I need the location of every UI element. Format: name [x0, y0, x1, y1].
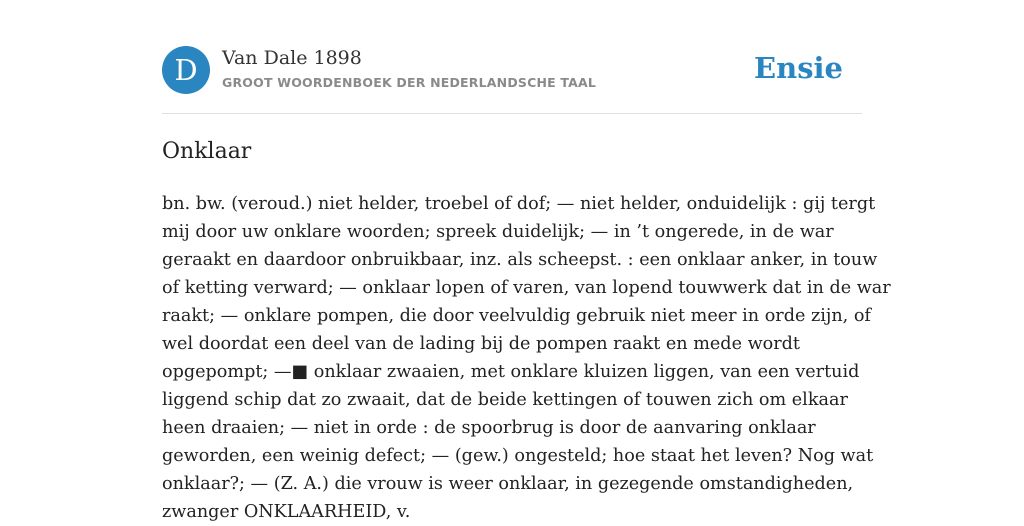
definition-line: raakt; — onklare pompen, die door veelvuldig gebruik niet meer in orde zijn, of	[162, 306, 871, 326]
definition-line: zwanger ONKLAARHEID, v.	[162, 502, 411, 522]
page-header	[162, 46, 862, 96]
definition-line: liggend schip dat zo zwaait, dat de beide kettingen of touwen zich om elkaar	[162, 390, 848, 410]
definition-line: geraakt en daardoor onbruikbaar, inz. als scheepst. : een onklaar anker, in touw	[162, 250, 878, 270]
definition-text	[162, 190, 891, 526]
definition-line: geworden, een weinig defect; — (gew.) ongesteld; hoe staat het leven? Nog wat	[162, 446, 874, 466]
dictionary-logo[interactable]: D	[162, 46, 210, 94]
source-subtitle: GROOT WOORDENBOEK DER NEDERLANDSCHE TAAL	[222, 75, 597, 90]
definition-line: bn. bw. (veroud.) niet helder, troebel of dof; — niet helder, onduidelijk : gij tergt	[162, 194, 876, 214]
definition-line: onklaar?; — (Z. A.) die vrouw is weer onklaar, in gezegende omstandigheden,	[162, 474, 854, 494]
header-divider	[162, 113, 862, 114]
page-title: Onklaar	[162, 139, 252, 164]
definition-line: of ketting verward; — onklaar lopen of varen, van lopend touwwerk dat in de war	[162, 278, 891, 298]
brand-logo-link[interactable]: Ensie	[754, 51, 843, 85]
definition-line: mij door uw onklare woorden; spreek duidelijk; — in ’t ongerede, in de war	[162, 222, 834, 242]
definition-line: opgepompt; —■ onklaar zwaaien, met onklare kluizen liggen, van een vertuid	[162, 362, 860, 382]
definition-line: wel doordat een deel van de lading bij de pompen raakt en mede wordt	[162, 334, 800, 354]
definition-line: heen draaien; — niet in orde : de spoorbrug is door de aanvaring onklaar	[162, 418, 816, 438]
source-title[interactable]: Van Dale 1898	[222, 47, 362, 69]
